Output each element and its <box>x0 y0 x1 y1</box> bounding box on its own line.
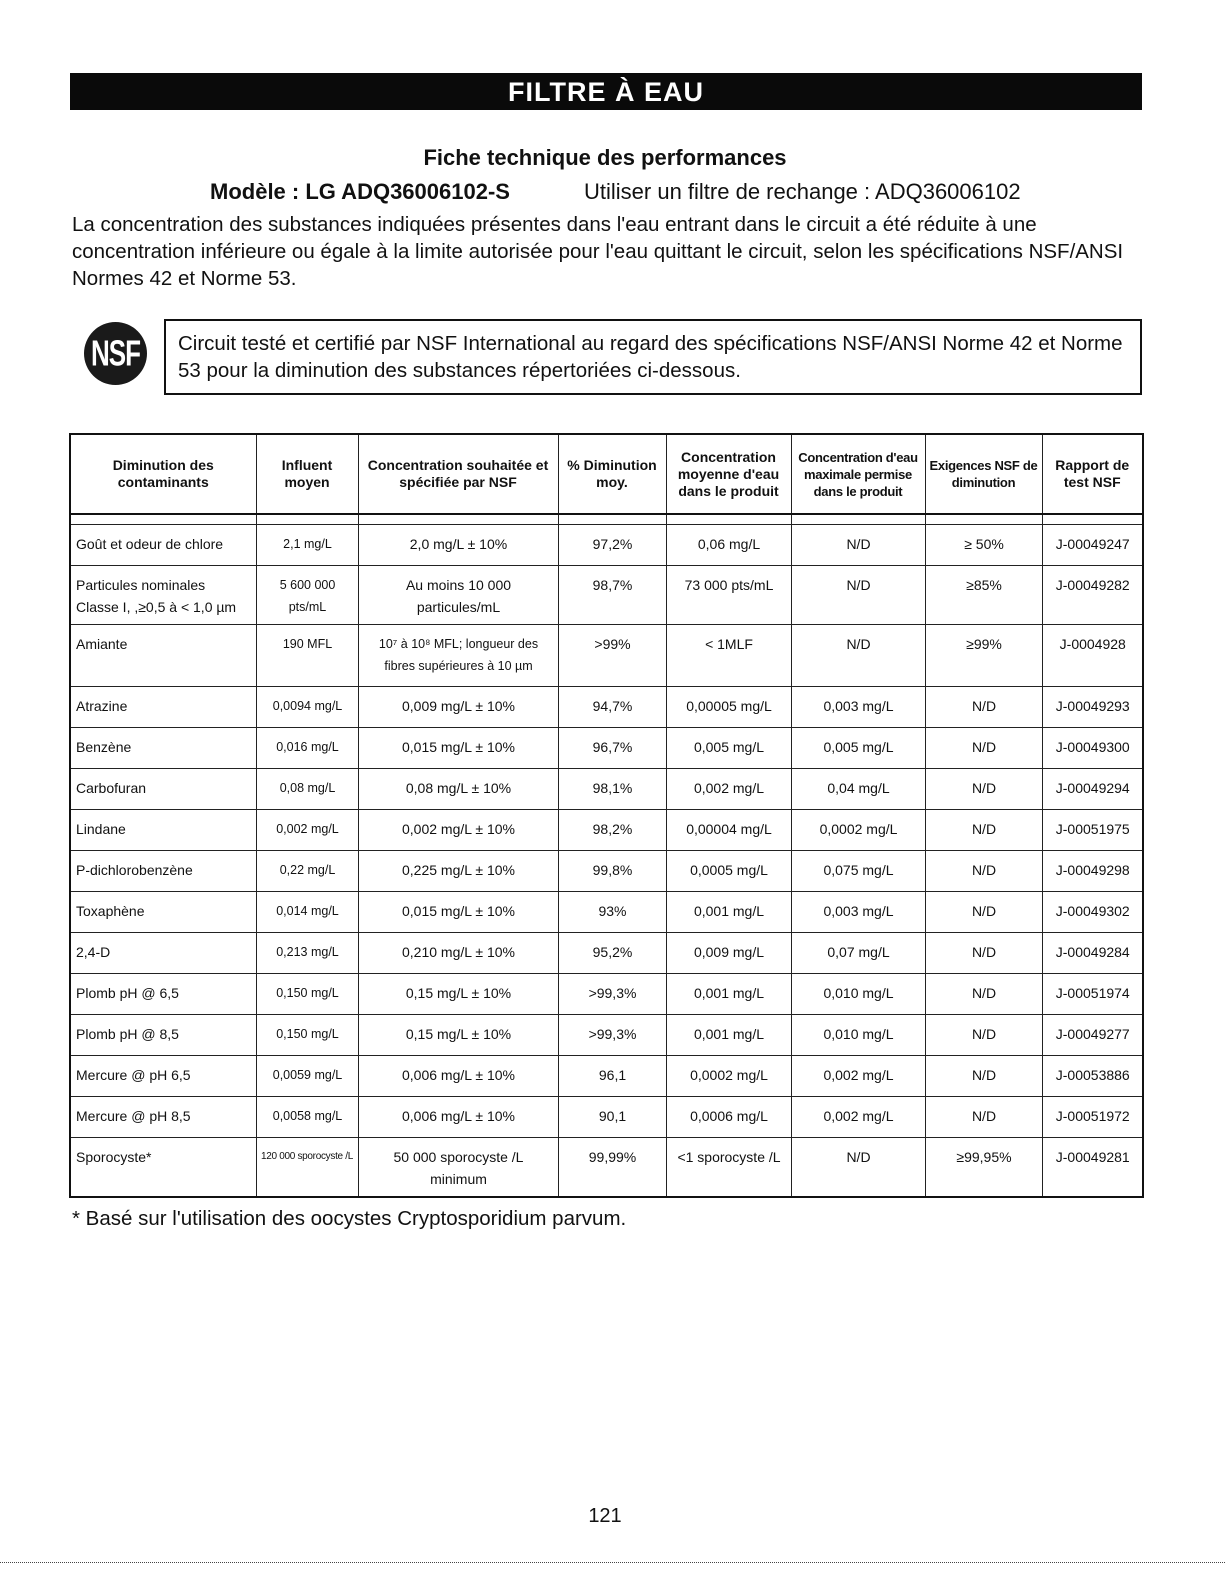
table-cell: 97,2% <box>558 524 666 565</box>
table-cell: 0,08 mg/L <box>256 768 358 809</box>
table-cell: 0,003 mg/L <box>791 891 925 932</box>
table-cell: Plomb pH @ 8,5 <box>70 1014 256 1055</box>
header-cell: Concentration moyenne d'eau dans le produit <box>666 434 791 514</box>
table-cell: J-00053886 <box>1042 1055 1143 1096</box>
table-cell: 2,1 mg/L <box>256 524 358 565</box>
page-number: 121 <box>588 1505 622 1527</box>
table-cell: 5 600 000 pts/mL <box>256 565 358 624</box>
table-cell: Carbofuran <box>70 768 256 809</box>
table-cell: 0,0058 mg/L <box>256 1096 358 1137</box>
table-cell: 0,213 mg/L <box>256 932 358 973</box>
replacement-filter: Utiliser un filtre de rechange : ADQ36006102 <box>584 179 1021 204</box>
table-cell: 120 000 sporocyste /L <box>256 1137 358 1197</box>
model-line <box>210 179 1021 205</box>
table-cell: 0,005 mg/L <box>666 727 791 768</box>
table-cell: 0,001 mg/L <box>666 973 791 1014</box>
table-cell: P-dichlorobenzène <box>70 850 256 891</box>
table-cell: 96,1 <box>558 1055 666 1096</box>
table-cell: 0,003 mg/L <box>791 686 925 727</box>
table-cell: 190 MFL <box>256 624 358 686</box>
table-cell: 0,016 mg/L <box>256 727 358 768</box>
nsf-logo-icon <box>84 322 147 385</box>
table-cell: 90,1 <box>558 1096 666 1137</box>
table-cell: N/D <box>925 932 1042 973</box>
table-cell: J-00049302 <box>1042 891 1143 932</box>
table-cell: N/D <box>791 624 925 686</box>
table-cell: 0,005 mg/L <box>791 727 925 768</box>
table-cell: J-00049247 <box>1042 524 1143 565</box>
table-row <box>70 973 1143 1014</box>
header-cell: Influent moyen <box>256 434 358 514</box>
page-banner: FILTRE À EAU <box>70 73 1142 110</box>
table-cell: ≥85% <box>925 565 1042 624</box>
table-cell: Mercure @ pH 8,5 <box>70 1096 256 1137</box>
table-cell: 0,075 mg/L <box>791 850 925 891</box>
table-cell: 0,002 mg/L <box>791 1096 925 1137</box>
table-row <box>70 1055 1143 1096</box>
bottom-dotted-divider <box>0 1562 1225 1563</box>
table-cell: Amiante <box>70 624 256 686</box>
table-cell: 0,150 mg/L <box>256 1014 358 1055</box>
header-cell: Concentration souhaitée et spécifiée par NSF <box>358 434 558 514</box>
table-cell: 0,06 mg/L <box>666 524 791 565</box>
table-cell: 98,7% <box>558 565 666 624</box>
table-cell: ≥ 50% <box>925 524 1042 565</box>
table-cell: 0,006 mg/L ± 10% <box>358 1096 558 1137</box>
performance-table <box>69 433 1144 1198</box>
table-cell: J-00051975 <box>1042 809 1143 850</box>
table-cell: 96,7% <box>558 727 666 768</box>
table-row <box>70 524 1143 565</box>
table-cell: 0,0006 mg/L <box>666 1096 791 1137</box>
table-cell: Plomb pH @ 6,5 <box>70 973 256 1014</box>
table-cell: Benzène <box>70 727 256 768</box>
table-cell: 0,08 mg/L ± 10% <box>358 768 558 809</box>
table-cell: J-0004928 <box>1042 624 1143 686</box>
table-cell: 0,014 mg/L <box>256 891 358 932</box>
table-cell: ≥99,95% <box>925 1137 1042 1197</box>
table-cell: J-00049281 <box>1042 1137 1143 1197</box>
table-cell: < 1MLF <box>666 624 791 686</box>
table-row <box>70 727 1143 768</box>
table-cell: N/D <box>925 973 1042 1014</box>
table-cell: 99,8% <box>558 850 666 891</box>
table-cell: J-00049282 <box>1042 565 1143 624</box>
nsf-logo-text: NSF <box>91 331 140 374</box>
table-cell: 10⁷ à 10⁸ MFL; longueur des fibres supérieures à 10 µm <box>358 624 558 686</box>
table-cell: N/D <box>925 727 1042 768</box>
table-cell: 50 000 sporocyste /L minimum <box>358 1137 558 1197</box>
table-cell: N/D <box>925 1055 1042 1096</box>
table-cell: J-00049293 <box>1042 686 1143 727</box>
table-cell: 99,99% <box>558 1137 666 1197</box>
header-cell: Exigences NSF de diminution <box>925 434 1042 514</box>
table-cell: N/D <box>925 686 1042 727</box>
table-cell: Au moins 10 000 particules/mL <box>358 565 558 624</box>
table-row <box>70 624 1143 686</box>
table-cell: ≥99% <box>925 624 1042 686</box>
table-cell: 2,4-D <box>70 932 256 973</box>
table-row <box>70 768 1143 809</box>
certification-box: Circuit testé et certifié par NSF International au regard des spécifications NSF/ANSI Norme 42 et Norme 53 pour la diminution des substances répertoriées ci-dessous. <box>164 319 1142 395</box>
table-cell: 0,0059 mg/L <box>256 1055 358 1096</box>
table-cell: J-00051972 <box>1042 1096 1143 1137</box>
table-cell: Goût et odeur de chlore <box>70 524 256 565</box>
table-cell: 0,0002 mg/L <box>791 809 925 850</box>
table-cell: 0,002 mg/L <box>791 1055 925 1096</box>
table-cell: >99,3% <box>558 973 666 1014</box>
table-cell: 0,0002 mg/L <box>666 1055 791 1096</box>
table-cell: 0,225 mg/L ± 10% <box>358 850 558 891</box>
table-cell: 0,009 mg/L <box>666 932 791 973</box>
table-cell: 94,7% <box>558 686 666 727</box>
table-row <box>70 1014 1143 1055</box>
table-cell: N/D <box>925 850 1042 891</box>
table-cell: J-00049277 <box>1042 1014 1143 1055</box>
table-cell: 98,1% <box>558 768 666 809</box>
table-cell: 0,002 mg/L ± 10% <box>358 809 558 850</box>
table-cell: N/D <box>791 1137 925 1197</box>
table-cell: 0,015 mg/L ± 10% <box>358 727 558 768</box>
table-cell: 0,0005 mg/L <box>666 850 791 891</box>
table-cell: J-00049284 <box>1042 932 1143 973</box>
table-cell: 0,04 mg/L <box>791 768 925 809</box>
table-spacer-row <box>70 514 1143 524</box>
table-cell: 0,15 mg/L ± 10% <box>358 1014 558 1055</box>
table-row <box>70 932 1143 973</box>
table-cell: 2,0 mg/L ± 10% <box>358 524 558 565</box>
table-cell: 0,00004 mg/L <box>666 809 791 850</box>
table-cell: 0,0094 mg/L <box>256 686 358 727</box>
table-cell: 0,002 mg/L <box>256 809 358 850</box>
table-cell: Toxaphène <box>70 891 256 932</box>
table-cell: J-00049300 <box>1042 727 1143 768</box>
table-cell: 0,009 mg/L ± 10% <box>358 686 558 727</box>
table-row <box>70 891 1143 932</box>
table-cell: 0,210 mg/L ± 10% <box>358 932 558 973</box>
table-cell: 0,010 mg/L <box>791 1014 925 1055</box>
table-cell: J-00049294 <box>1042 768 1143 809</box>
header-cell: Rapport de test NSF <box>1042 434 1143 514</box>
table-row <box>70 809 1143 850</box>
table-cell: N/D <box>791 524 925 565</box>
table-cell: 0,015 mg/L ± 10% <box>358 891 558 932</box>
table-cell: N/D <box>925 891 1042 932</box>
table-cell: 0,010 mg/L <box>791 973 925 1014</box>
table-row <box>70 565 1143 624</box>
header-cell: % Diminution moy. <box>558 434 666 514</box>
table-cell: 0,001 mg/L <box>666 1014 791 1055</box>
table-cell: Atrazine <box>70 686 256 727</box>
table-cell: N/D <box>925 1014 1042 1055</box>
performance-table-wrap <box>69 433 1142 1198</box>
table-cell: Mercure @ pH 6,5 <box>70 1055 256 1096</box>
table-cell: >99% <box>558 624 666 686</box>
table-cell: J-00051974 <box>1042 973 1143 1014</box>
header-cell: Concentration d'eau maximale permise dans le produit <box>791 434 925 514</box>
table-cell: 0,15 mg/L ± 10% <box>358 973 558 1014</box>
table-cell: Lindane <box>70 809 256 850</box>
table-cell: N/D <box>925 768 1042 809</box>
table-row <box>70 1096 1143 1137</box>
table-cell: 73 000 pts/mL <box>666 565 791 624</box>
table-cell: >99,3% <box>558 1014 666 1055</box>
intro-paragraph: La concentration des substances indiquées présentes dans l'eau entrant dans le circuit a été réduite à une concentration inférieure ou égale à la limite autorisée pour l'eau quittant le circuit, selon les spécifications NSF/ANSI Normes 42 et Norme 53. <box>72 213 1124 290</box>
table-row <box>70 850 1143 891</box>
table-cell: Particules nominales Classe I, ,≥0,5 à < 1,0 µm <box>70 565 256 624</box>
table-cell: Sporocyste* <box>70 1137 256 1197</box>
table-row <box>70 1137 1143 1197</box>
footnote: * Basé sur l'utilisation des oocystes Cryptosporidium parvum. <box>72 1207 627 1230</box>
table-header-row <box>70 434 1143 514</box>
table-cell: 0,22 mg/L <box>256 850 358 891</box>
table-cell: N/D <box>925 809 1042 850</box>
table-cell: 95,2% <box>558 932 666 973</box>
table-row <box>70 686 1143 727</box>
table-cell: 98,2% <box>558 809 666 850</box>
table-cell: 0,006 mg/L ± 10% <box>358 1055 558 1096</box>
table-cell: 0,07 mg/L <box>791 932 925 973</box>
table-cell: J-00049298 <box>1042 850 1143 891</box>
table-body <box>70 514 1143 1197</box>
table-cell: N/D <box>925 1096 1042 1137</box>
table-cell: 0,002 mg/L <box>666 768 791 809</box>
table-cell: 0,00005 mg/L <box>666 686 791 727</box>
table-cell: 0,150 mg/L <box>256 973 358 1014</box>
page-subtitle: Fiche technique des performances <box>423 145 787 170</box>
table-cell: N/D <box>791 565 925 624</box>
header-cell: Diminution des contaminants <box>70 434 256 514</box>
table-cell: 93% <box>558 891 666 932</box>
model-label: Modèle : LG ADQ36006102-S <box>210 179 510 204</box>
table-cell: 0,001 mg/L <box>666 891 791 932</box>
table-cell: <1 sporocyste /L <box>666 1137 791 1197</box>
